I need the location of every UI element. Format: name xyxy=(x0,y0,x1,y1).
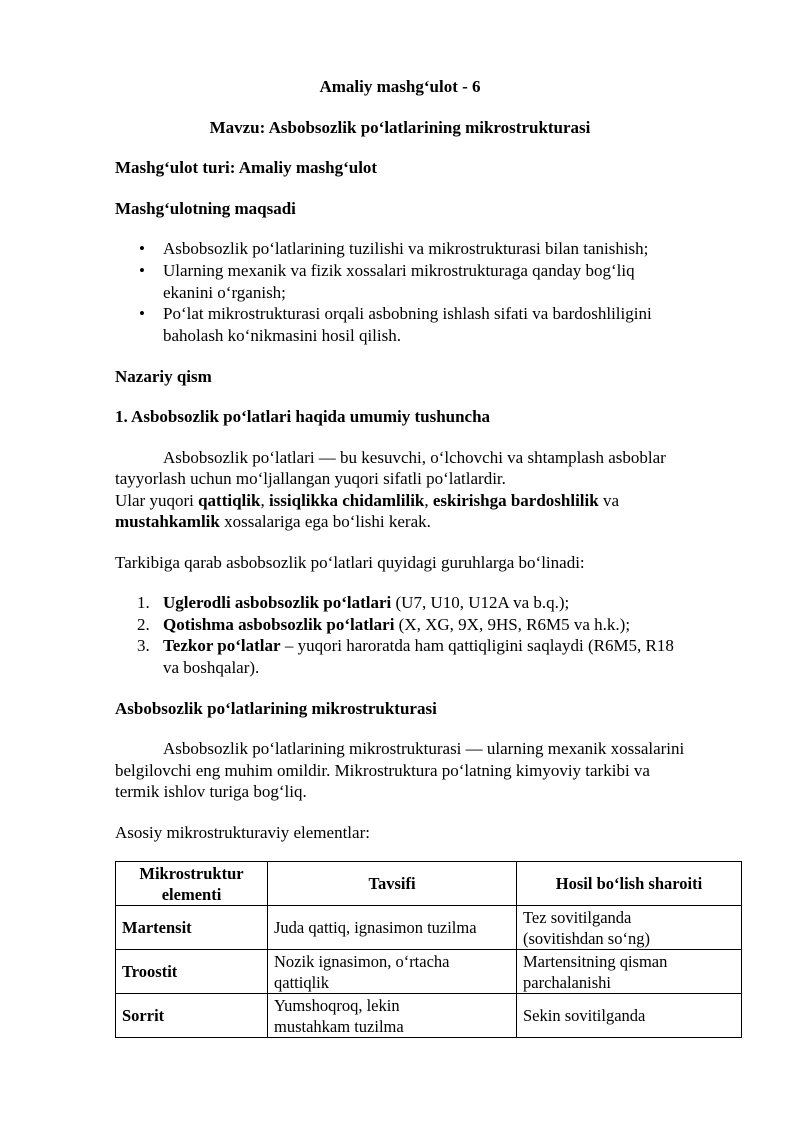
paragraph-line: belgilovchi eng muhim omildir. Mikrostruktura po‘latning kimyoviy tarkibi va xyxy=(115,761,650,780)
bullet-icon: • xyxy=(139,304,145,323)
list-number: 2. xyxy=(137,615,150,634)
section1-heading: 1. Asbobsozlik po‘latlari haqida umumiy tushuncha xyxy=(115,407,491,426)
paragraph-line: Asbobsozlik po‘latlari — bu kesuvchi, o‘lchovchi va shtamplash asboblar xyxy=(163,448,666,467)
paragraph-line: tayyorlash uchun mo‘ljallangan yuqori sifatli po‘latlardir. xyxy=(115,469,506,488)
table-cell: Troostit xyxy=(116,950,268,994)
table-row xyxy=(116,994,742,1038)
table-cell: Juda qattiq, ignasimon tuzilma xyxy=(268,906,517,950)
table-row xyxy=(116,950,742,994)
list-item-continuation: va boshqalar). xyxy=(163,658,260,677)
theory-heading: Nazariy qism xyxy=(115,367,212,386)
bullet-icon: • xyxy=(139,239,145,258)
paragraph-line: mustahkamlik xossalariga ega bo‘lishi kerak. xyxy=(115,512,431,531)
column-header-element: Mikrostruktur elementi xyxy=(116,862,268,906)
list-number: 3. xyxy=(137,636,150,655)
list-item: Asbobsozlik po‘latlarining tuzilishi va mikrostrukturasi bilan tanishish; xyxy=(163,239,649,258)
list-item-continuation: baholash ko‘nikmasini hosil qilish. xyxy=(163,326,401,345)
table-cell: Tez sovitilganda (sovitishdan so‘ng) xyxy=(517,906,742,950)
table-cell: Martensitning qisman parchalanishi xyxy=(517,950,742,994)
table-cell: Martensit xyxy=(116,906,268,950)
elements-intro: Asosiy mikrostrukturaviy elementlar: xyxy=(115,823,370,842)
table-cell: Nozik ignasimon, o‘rtacha qattiqlik xyxy=(268,950,517,994)
micro-heading: Asbobsozlik po‘latlarining mikrostrukturasi xyxy=(115,699,437,718)
topic-heading: Mavzu: Asbobsozlik po‘latlarining mikrostrukturasi xyxy=(209,118,591,137)
table-row xyxy=(116,906,742,950)
list-item-continuation: ekanini o‘rganish; xyxy=(163,283,286,302)
paragraph-line: Ular yuqori qattiqlik, issiqlikka chidamlilik, eskirishga bardoshlilik va xyxy=(115,491,619,510)
list-item: Po‘lat mikrostrukturasi orqali asbobning ishlash sifati va bardoshliligini xyxy=(163,304,652,323)
list-item: Ularning mexanik va fizik xossalari mikrostrukturaga qanday bog‘liq xyxy=(163,261,635,280)
lesson-type-heading: Mashg‘ulot turi: Amaliy mashg‘ulot xyxy=(115,158,378,177)
paragraph-line: Asbobsozlik po‘latlarining mikrostrukturasi — ularning mexanik xossalarini xyxy=(163,739,685,758)
list-item: Uglerodli asbobsozlik po‘latlari (U7, U10, U12A va b.q.); xyxy=(163,593,570,612)
list-number: 1. xyxy=(137,593,150,612)
paragraph-line: termik ishlov turiga bog‘liq. xyxy=(115,782,307,801)
column-header-description: Tavsifi xyxy=(268,862,517,906)
list-item: Tezkor po‘latlar – yuqori haroratda ham qattiqligini saqlaydi (R6M5, R18 xyxy=(163,636,674,655)
table-cell: Sorrit xyxy=(116,994,268,1038)
table-cell: Yumshoqroq, lekin mustahkam tuzilma xyxy=(268,994,517,1038)
bullet-icon: • xyxy=(139,261,145,280)
list-item: Qotishma asbobsozlik po‘latlari (X, XG, 9X, 9HS, R6M5 va h.k.); xyxy=(163,615,631,634)
goal-heading: Mashg‘ulotning maqsadi xyxy=(115,199,296,218)
groups-intro: Tarkibiga qarab asbobsozlik po‘latlari quyidagi guruhlarga bo‘linadi: xyxy=(115,553,585,572)
column-header-condition: Hosil bo‘lish sharoiti xyxy=(517,862,742,906)
table-header-row xyxy=(116,862,742,906)
table-cell: Sekin sovitilganda xyxy=(517,994,742,1038)
page-title: Amaliy mashg‘ulot - 6 xyxy=(319,77,481,96)
microstructure-table xyxy=(115,861,742,1038)
